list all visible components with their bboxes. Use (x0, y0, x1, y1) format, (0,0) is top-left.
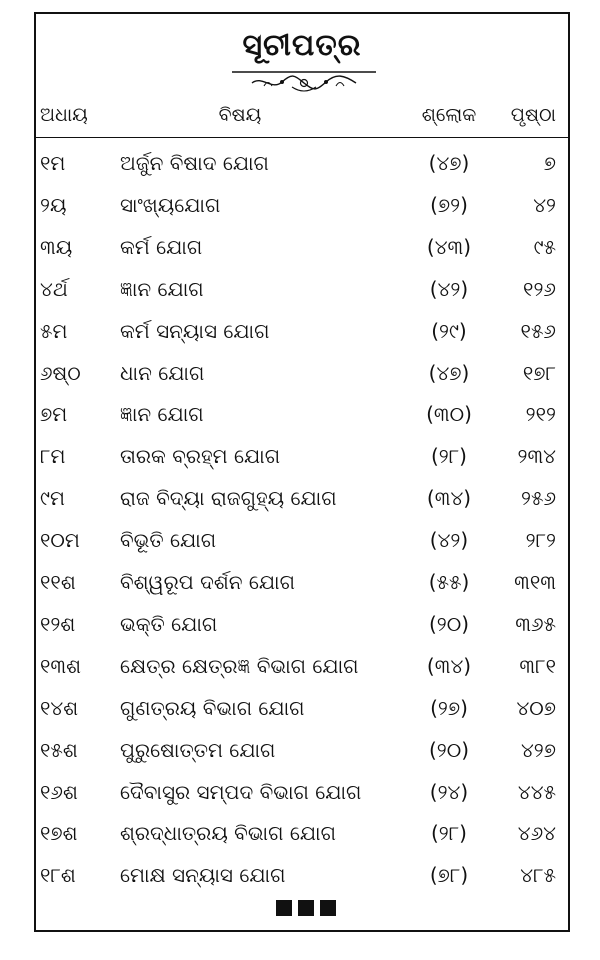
row-page: ୨୩୪ (517, 444, 556, 469)
row-subject: ଜ୍ଞାନ ଯୋଗ (120, 276, 204, 301)
row-page: ୪୨ (533, 192, 556, 217)
table-row (36, 731, 568, 769)
row-subject: ଦୈବାସୁର ସମ୍ପଦ ବିଭାଗ ଯୋଗ (120, 779, 362, 804)
row-subject: ଭକ୍ତି ଯୋଗ (120, 611, 218, 636)
row-page: ୯୫ (533, 234, 556, 259)
table-row (36, 521, 568, 559)
row-shloka: (୫୫) (428, 570, 470, 594)
row-chapter: ୧୪ଶ (40, 695, 79, 720)
header-chapter: ଅଧାୟ (40, 104, 88, 126)
table-row (36, 773, 568, 811)
row-chapter: ୧୭ଶ (40, 821, 78, 846)
row-subject: କର୍ମ ଯୋଗ (120, 234, 203, 259)
row-subject: ବିଭୂତି ଯୋଗ (120, 528, 217, 553)
page-title: ସୂଚୀପତ୍ର (242, 28, 362, 63)
row-page: ୩୮୧ (519, 653, 556, 678)
row-subject: ପୁରୁଷୋତ୍ତମ ଯୋଗ (120, 737, 276, 762)
row-shloka: (୩୦) (426, 402, 472, 427)
footer-square (298, 900, 314, 916)
header-subject: ବିଷୟ (218, 104, 262, 126)
row-chapter: ୨ୟ (40, 192, 67, 217)
row-chapter: ୧୨ଶ (40, 611, 76, 636)
footer-ornament (276, 900, 340, 916)
row-page: ୧୫୬ (520, 318, 556, 343)
row-shloka: (୩୪) (426, 653, 472, 678)
row-shloka: (୪୭) (428, 360, 470, 385)
row-subject: ଗୁଣତ୍ରୟ ବିଭାଗ ଯୋଗ (120, 695, 305, 720)
row-page: ୨୧୨ (525, 402, 556, 427)
table-header (36, 96, 568, 134)
row-subject: ମୋକ୍ଷ ସନ୍ୟାସ ଯୋଗ (120, 863, 286, 888)
table-row (36, 563, 568, 601)
row-subject: ରାଜ ବିଦ୍ୟା ରାଜଗୁହ୍ୟ ଯୋଗ (120, 486, 337, 511)
row-shloka: (୭୨) (430, 192, 468, 217)
table-row (36, 814, 568, 852)
row-chapter: ୭ମ (40, 402, 68, 427)
header-shloka: ଶ୍ଲୋକ (421, 104, 477, 126)
row-chapter: ୫ମ (40, 318, 68, 343)
row-shloka: (୪୩) (426, 234, 472, 259)
row-shloka: (୪୨) (429, 276, 469, 301)
row-page: ୩୧୩ (514, 570, 556, 594)
row-shloka: (୨୭) (430, 695, 468, 720)
row-shloka: (୨୮) (430, 821, 467, 846)
row-page: ୨୮୨ (525, 528, 556, 553)
row-shloka: (୨୮) (430, 444, 467, 469)
row-subject: ଧାନ ଯୋଗ (120, 360, 205, 385)
table-row (36, 605, 568, 643)
table-row (36, 689, 568, 727)
row-chapter: ୧୬ଶ (40, 779, 78, 804)
contents-frame (34, 12, 570, 932)
table-row (36, 856, 568, 894)
row-page: ୪୦୭ (516, 695, 556, 720)
row-page: ୪୬୪ (517, 821, 556, 846)
row-page: ୪୨୭ (520, 737, 556, 762)
row-chapter: ୧୮ଶ (40, 863, 76, 888)
row-shloka: (୨୦) (428, 737, 470, 762)
row-chapter: ୩ୟ (40, 234, 73, 259)
row-page: ୧୨୬ (523, 276, 556, 301)
row-chapter: ୧୫ଶ (40, 737, 78, 762)
row-chapter: ୬ଷ୍ଠ (40, 360, 81, 385)
table-row (36, 270, 568, 308)
row-shloka: (୨୪) (429, 779, 469, 804)
row-shloka: (୭୮) (429, 863, 469, 888)
row-page: ୪୪୫ (517, 779, 556, 804)
table-row (36, 647, 568, 685)
footer-square (320, 900, 336, 916)
table-row (36, 479, 568, 517)
row-subject: ତାରକ ବ୍ରହ୍ମ ଯୋଗ (120, 444, 281, 469)
header-divider (36, 137, 568, 138)
row-page: ୧୭୮ (522, 360, 556, 385)
row-subject: କର୍ମ ସନ୍ୟାସ ଯୋଗ (120, 318, 270, 343)
table-row (36, 354, 568, 392)
row-subject: ଶ୍ରଦ୍ଧାତ୍ରୟ ବିଭାଗ ଯୋଗ (120, 821, 336, 846)
row-subject: ଜ୍ଞାନ ଯୋଗ (120, 402, 204, 427)
table-row (36, 144, 568, 182)
row-subject: ଅର୍ଜୁନ ବିଷାଦ ଯୋଗ (120, 151, 269, 175)
row-page: ୩୬୫ (515, 611, 556, 636)
row-shloka: (୩୪) (426, 486, 472, 511)
table-row (36, 186, 568, 224)
header-page: ପୃଷ୍ଠା (510, 104, 556, 126)
row-chapter: ୯ମ (40, 486, 65, 511)
row-chapter: ୪ର୍ଥ (40, 276, 68, 301)
table-row (36, 395, 568, 433)
title-ornament (232, 69, 376, 95)
row-subject: କ୍ଷେତ୍ର କ୍ଷେତ୍ରଜ୍ଞ ବିଭାଗ ଯୋଗ (120, 653, 359, 678)
footer-square (276, 900, 292, 916)
row-page: ୭ (543, 151, 556, 175)
row-subject: ବିଶ୍ୱରୂପ ଦର୍ଶନ ଯୋଗ (120, 570, 295, 594)
table-row (36, 228, 568, 266)
row-shloka: (୨୯) (431, 318, 467, 343)
table-row (36, 437, 568, 475)
row-shloka: (୪୭) (428, 151, 470, 175)
row-chapter: ୧ମ (40, 151, 66, 175)
row-shloka: (୨୦) (428, 611, 470, 636)
row-subject: ସାଂଖ୍ୟଯୋଗ (120, 192, 221, 217)
row-chapter: ୧୩ଶ (40, 653, 82, 678)
row-page: ୪୮୫ (520, 863, 556, 888)
row-shloka: (୪୨) (429, 528, 469, 553)
row-chapter: ୧୦ମ (40, 528, 80, 553)
row-page: ୨୫୬ (521, 486, 556, 511)
row-chapter: ୧୧ଶ (40, 570, 76, 594)
table-row (36, 312, 568, 350)
row-chapter: ୮ମ (40, 444, 66, 469)
